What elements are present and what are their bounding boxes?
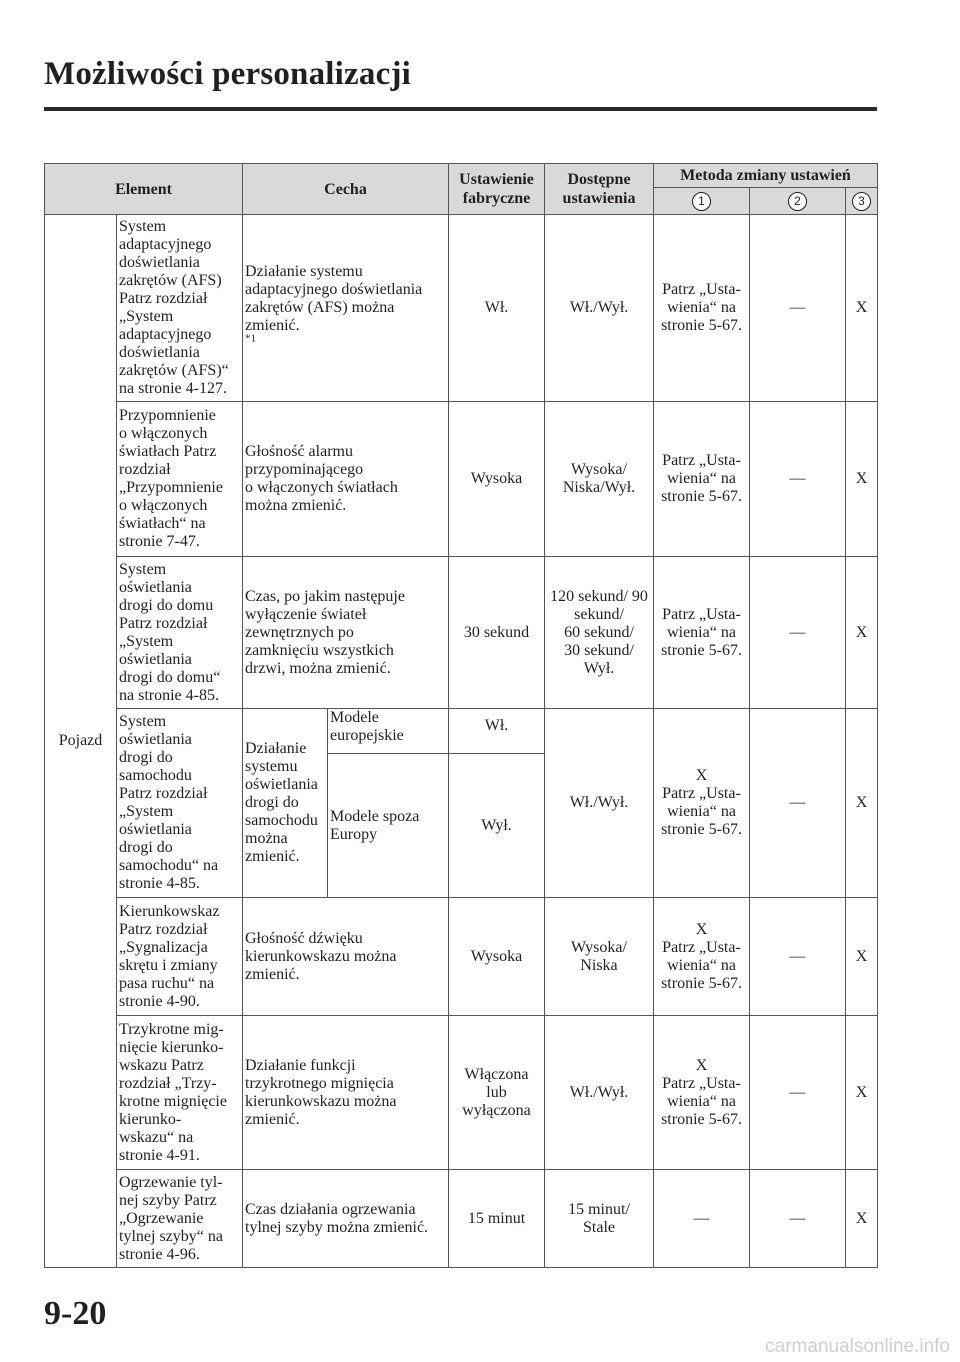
circled-number-3-icon: 3 — [852, 192, 871, 211]
method-2-cell: — — [750, 557, 846, 709]
region-cell: Modele spoza Europy — [328, 754, 449, 898]
feature-cell: Działanie systemu adaptacyjnego doświetlania zakrętów (AFS) można zmienić. $^{*1}$ — [243, 215, 449, 402]
region-cell: Modele europejskie — [328, 709, 449, 754]
available-cell: Wł./Wył. — [545, 709, 654, 898]
method-2-cell: — — [750, 1016, 846, 1170]
element-cell: Ogrzewanie tyl- nej szyby Patrz „Ogrzewanie tylnej szyby“ na stronie 4-96. — [117, 1170, 243, 1268]
footnote-marker: *1 — [245, 332, 256, 345]
customization-table — [44, 163, 878, 1268]
factory-cell: Wysoka — [449, 402, 545, 557]
factory-cell: Wył. — [449, 754, 545, 898]
method-1-cell: X Patrz „Usta- wienia“ na stronie 5-67. — [654, 898, 750, 1016]
method-2-cell: — — [750, 898, 846, 1016]
method-2-cell: — — [750, 402, 846, 557]
method-3-cell: X — [846, 898, 878, 1016]
factory-cell: Wł. — [449, 215, 545, 402]
available-cell: Wł./Wył. — [545, 215, 654, 402]
method-3-cell: X — [846, 1016, 878, 1170]
factory-cell: Włączona lub wyłączona — [449, 1016, 545, 1170]
available-cell: Wysoka/ Niska — [545, 898, 654, 1016]
table-row — [45, 557, 878, 709]
element-cell: System adaptacyjnego doświetlania zakrętów (AFS) Patrz rozdział „System adaptacyjnego doświetlania zakrętów (AFS)“ na stronie 4-127. — [117, 215, 243, 402]
header-method-1 — [654, 188, 750, 215]
header-element: Element — [45, 164, 243, 215]
header-factory: Ustawienie fabryczne — [449, 164, 545, 215]
method-1-cell: Patrz „Usta- wienia“ na stronie 5-67. — [654, 215, 750, 402]
feature-cell: Działanie funkcji trzykrotnego mignięcia kierunkowskazu można zmienić. — [243, 1016, 449, 1170]
element-cell: Trzykrotne mig- nięcie kierunko- wskazu Patrz rozdział „Trzy- krotne mignięcie kierunko- wskazu“ na stronie 4-91. — [117, 1016, 243, 1170]
factory-cell: 15 minut — [449, 1170, 545, 1268]
table-row — [45, 215, 878, 402]
method-2-cell: — — [750, 709, 846, 898]
header-available: Dostępne ustawienia — [545, 164, 654, 215]
header-feature: Cecha — [243, 164, 449, 215]
element-cell: Kierunkowskaz Patrz rozdział „Sygnalizacja skrętu i zmiany pasa ruchu“ na stronie 4-90. — [117, 898, 243, 1016]
table-row — [45, 1016, 878, 1170]
element-cell: System oświetlania drogi do samochodu Patrz rozdział „System oświetlania drogi do samochodu“ na stronie 4-85. — [117, 709, 243, 898]
method-1-cell: Patrz „Usta- wienia“ na stronie 5-67. — [654, 402, 750, 557]
page-title: Możliwości personalizacji — [44, 56, 412, 92]
table-row — [45, 898, 878, 1016]
method-2-cell: — — [750, 1170, 846, 1268]
feature-cell: Głośność alarmu przypominającego o włączonych światłach można zmienić. — [243, 402, 449, 557]
table-row — [45, 402, 878, 557]
feature-cell: Czas działania ogrzewania tylnej szyby można zmienić. — [243, 1170, 449, 1268]
feature-cell: Czas, po jakim następuje wyłączenie świateł zewnętrznych po zamknięciu wszystkich drzwi, można zmienić. — [243, 557, 449, 709]
available-cell: Wysoka/ Niska/Wył. — [545, 402, 654, 557]
method-3-cell: X — [846, 709, 878, 898]
header-method-2 — [750, 188, 846, 215]
method-2-cell: — — [750, 215, 846, 402]
page-number: 9-20 — [44, 1295, 107, 1332]
watermark: carmanualsonline.info — [765, 1336, 950, 1357]
element-cell: Przypomnienie o włączonych światłach Patrz rozdział „Przypomnienie o włączonych światłach“ na stronie 7-47. — [117, 402, 243, 557]
factory-cell: 30 sekund — [449, 557, 545, 709]
feature-cell: Działanie systemu oświetlania drogi do samochodu można zmienić. — [243, 709, 328, 898]
available-cell: 15 minut/ Stale — [545, 1170, 654, 1268]
table-row — [45, 709, 878, 754]
available-cell: Wł./Wył. — [545, 1016, 654, 1170]
method-3-cell: X — [846, 1170, 878, 1268]
method-3-cell: X — [846, 215, 878, 402]
table-row — [45, 1170, 878, 1268]
method-1-cell: — — [654, 1170, 750, 1268]
method-1-cell: Patrz „Usta- wienia“ na stronie 5-67. — [654, 557, 750, 709]
method-3-cell: X — [846, 402, 878, 557]
header-method-3 — [846, 188, 878, 215]
method-3-cell: X — [846, 557, 878, 709]
method-1-cell: X Patrz „Usta- wienia“ na stronie 5-67. — [654, 709, 750, 898]
group-label: Pojazd — [45, 215, 117, 1268]
feature-cell: Głośność dźwięku kierunkowskazu można zmienić. — [243, 898, 449, 1016]
header-method: Metoda zmiany ustawień — [654, 164, 878, 188]
method-1-cell: X Patrz „Usta- wienia“ na stronie 5-67. — [654, 1016, 750, 1170]
element-cell: System oświetlania drogi do domu Patrz rozdział „System oświetlania drogi do domu“ na stronie 4-85. — [117, 557, 243, 709]
circled-number-2-icon: 2 — [788, 192, 807, 211]
available-cell: 120 sekund/ 90 sekund/ 60 sekund/ 30 sekund/ Wył. — [545, 557, 654, 709]
factory-cell: Wysoka — [449, 898, 545, 1016]
factory-cell: Wł. — [449, 709, 545, 754]
circled-number-1-icon: 1 — [692, 192, 711, 211]
title-rule — [44, 107, 877, 111]
